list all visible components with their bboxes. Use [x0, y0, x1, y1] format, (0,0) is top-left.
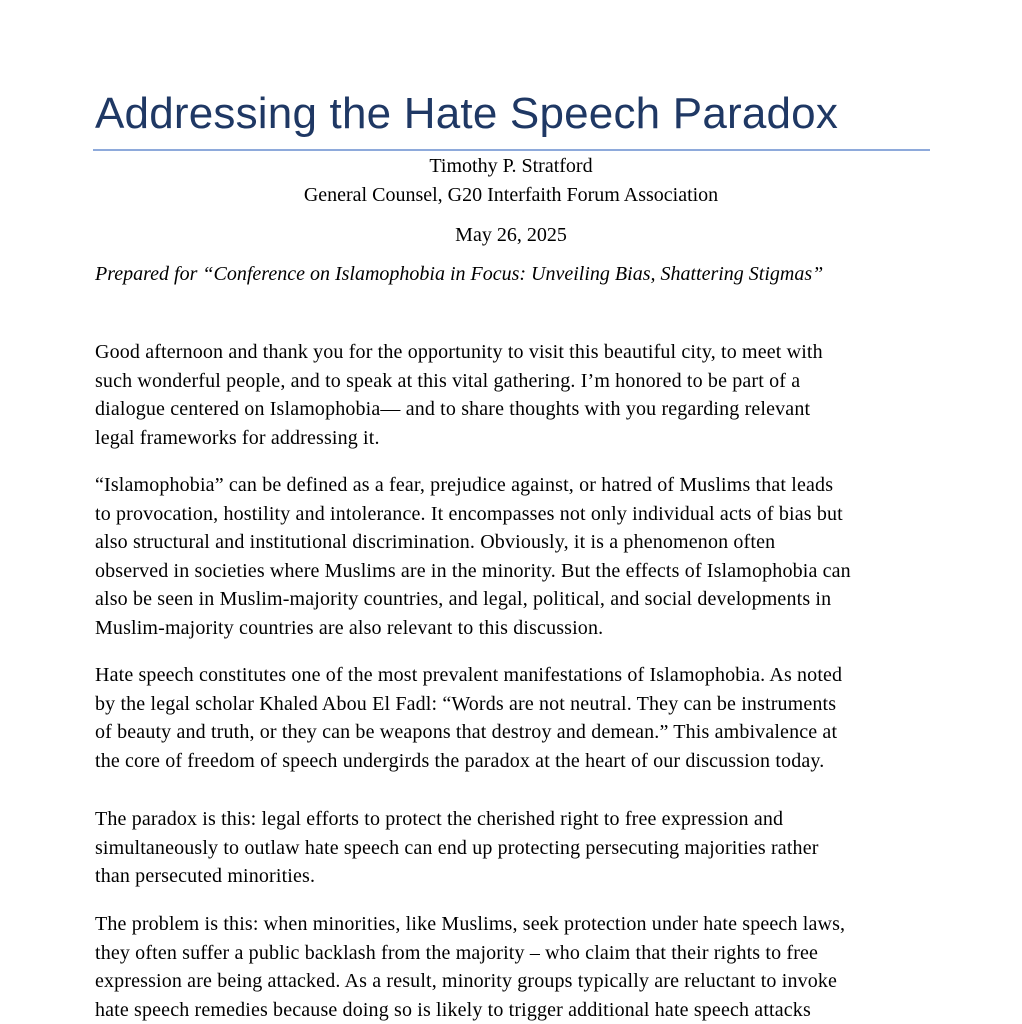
paragraph-line: such wonderful people, and to speak at this vital gathering. I’m honored to be part of a	[95, 369, 801, 392]
paragraph-line: observed in societies where Muslims are in the minority. But the effects of Islamophobia can	[95, 559, 851, 582]
paragraph-4	[95, 805, 931, 891]
paragraph-line: of beauty and truth, or they can be weapons that destroy and demean.” This ambivalence at	[95, 721, 838, 743]
paragraph-line: than persecuted minorities.	[95, 865, 316, 887]
paragraph-line: also structural and institutional discrimination. Obviously, it is a phenomenon often	[95, 531, 776, 553]
author-name: Timothy P. Stratford	[429, 155, 593, 177]
paragraph-line: The paradox is this: legal efforts to protect the cherished right to free expression and	[95, 808, 784, 830]
paragraph-line: they often suffer a public backlash from the majority – who claim that their rights to free	[95, 941, 819, 964]
document-date: May 26, 2025	[455, 224, 567, 246]
paragraph-line: also be seen in Muslim-majority countries, and legal, political, and social developments in	[95, 588, 832, 610]
author-affiliation: General Counsel, G20 Interfaith Forum Association	[303, 184, 719, 206]
paragraph-line: hate speech remedies because doing so is likely to trigger additional hate speech attacks	[95, 998, 811, 1021]
paragraph-3	[95, 661, 931, 775]
paragraph-line: simultaneously to outlaw hate speech can end up protecting persecuting majorities rather	[95, 836, 819, 859]
paragraph-line: dialogue centered on Islamophobia— and to share thoughts with you regarding relevant	[95, 398, 811, 420]
document-title: Addressing the Hate Speech Paradox	[95, 89, 839, 138]
paragraph-line: The problem is this: when minorities, like Muslims, seek protection under hate speech laws,	[95, 913, 846, 935]
paragraph-5	[95, 910, 931, 1024]
paragraph-line: “Islamophobia” can be defined as a fear, prejudice against, or hatred of Muslims that leads	[95, 474, 834, 496]
paragraph-2	[95, 471, 931, 642]
paragraph-1	[95, 338, 931, 452]
title-underline	[93, 149, 930, 151]
paragraph-line: Muslim-majority countries are also relevant to this discussion.	[95, 616, 604, 639]
paragraph-line: the core of freedom of speech undergirds the paradox at the heart of our discussion today.	[95, 749, 825, 772]
paragraph-line: expression are being attacked. As a result, minority groups typically are reluctant to invoke	[95, 970, 838, 992]
paragraph-line: to provocation, hostility and intolerance. It encompasses not only individual acts of bias but	[95, 502, 843, 525]
paragraph-line: Hate speech constitutes one of the most prevalent manifestations of Islamophobia. As noted	[95, 664, 843, 686]
prepared-for-note: Prepared for “Conference on Islamophobia in Focus: Unveiling Bias, Shattering Stigmas”	[95, 263, 824, 285]
paragraph-line: legal frameworks for addressing it.	[95, 426, 380, 449]
paragraph-line: by the legal scholar Khaled Abou El Fadl: “Words are not neutral. They can be instruments	[95, 692, 837, 715]
paragraph-line: Good afternoon and thank you for the opportunity to visit this beautiful city, to meet with	[95, 341, 823, 363]
